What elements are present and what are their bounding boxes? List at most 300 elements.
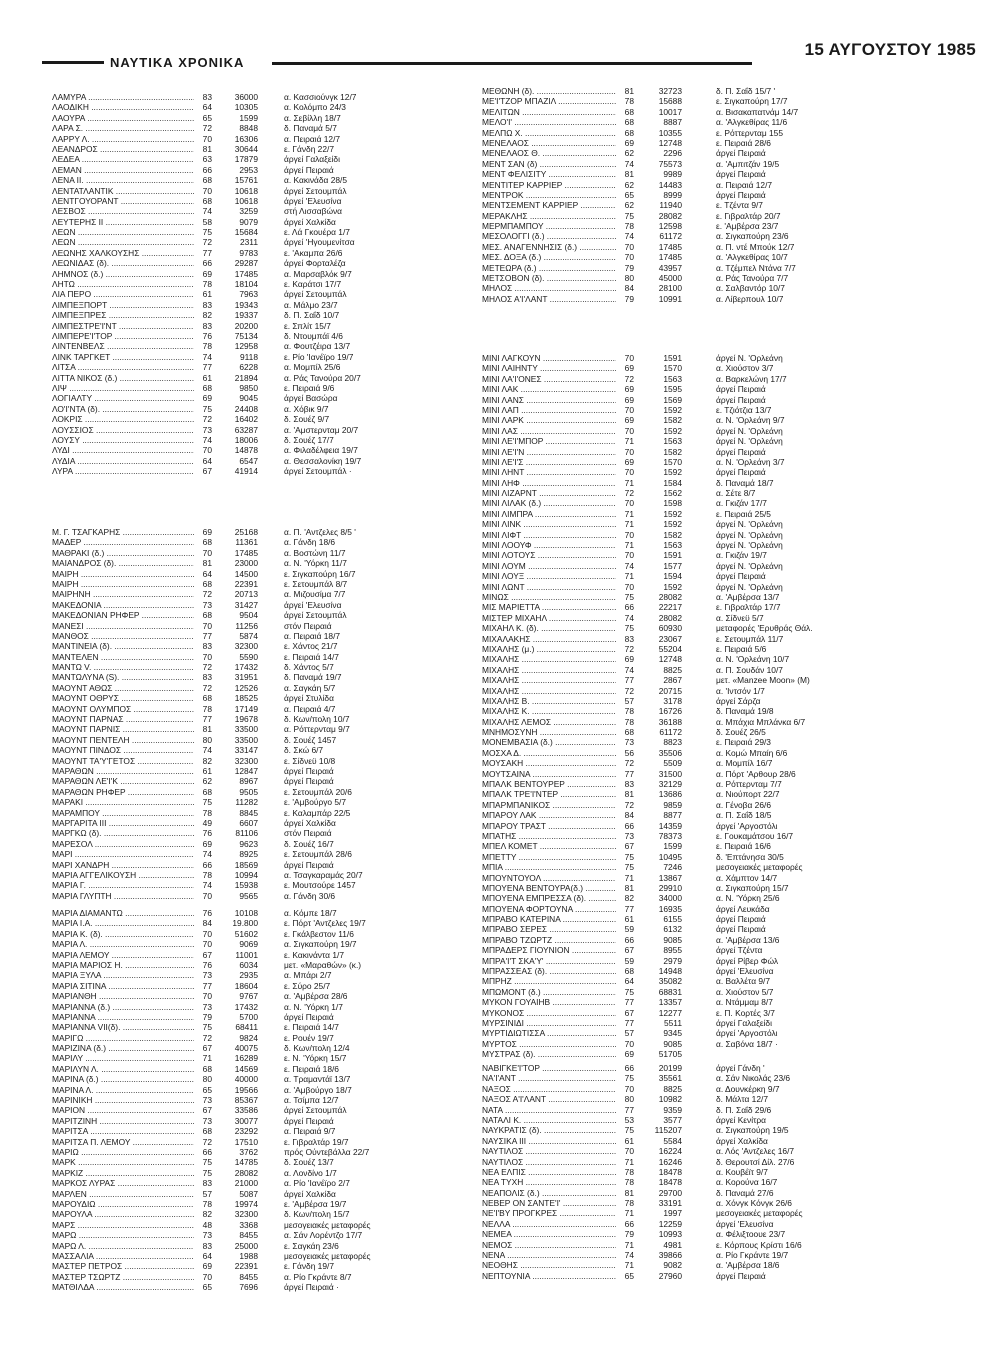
position: μεσογειακές μεταφορές bbox=[284, 1219, 371, 1230]
ship-name: ΜΑΔΕΡ ..... bbox=[52, 537, 194, 547]
position: α. Ν. 'Ορλεάνη 10/7 bbox=[716, 654, 790, 665]
build-year: 78 bbox=[624, 706, 634, 717]
tonnage: 28082 bbox=[658, 591, 682, 602]
tonnage: 10982 bbox=[658, 1094, 682, 1105]
build-year: 82 bbox=[202, 310, 212, 321]
ship-name: ΜΙΝΩΣ ..... bbox=[482, 592, 616, 602]
build-year: 74 bbox=[624, 1250, 634, 1261]
position: δ. Χάντος 5/7 bbox=[284, 662, 334, 673]
ship-name: ΜΠΡΑΒΟ ΣΕΡΕΣ ..... bbox=[482, 924, 616, 934]
position: ε. Μουτσούρε 1457 bbox=[284, 880, 356, 891]
tonnage: 23067 bbox=[658, 633, 682, 644]
tonnage: 9359 bbox=[663, 1104, 682, 1115]
ship-name: ΜΠΟΥΝΤΟΥΟΛ ..... bbox=[482, 873, 616, 883]
build-year: 66 bbox=[624, 934, 634, 945]
tonnage: 11361 bbox=[235, 537, 258, 548]
tonnage: 7246 bbox=[663, 862, 682, 873]
ship-name: ΜΠΩΜΟΝΤ (δ.) ..... bbox=[482, 987, 616, 997]
position: ε. Γιβραλτάρ 17/7 bbox=[716, 602, 781, 613]
ship-name: ΜΕΤΕΩΡΑ (δ.) ..... bbox=[482, 263, 616, 273]
tonnage: 34000 bbox=[658, 893, 682, 904]
ship-name: ΜΕΘΩΝΗ (δ). ..... bbox=[482, 86, 616, 96]
build-year: 70 bbox=[202, 928, 212, 939]
position: άργεί Ν. 'Ορλεάνη bbox=[716, 540, 783, 551]
tonnage: 6155 bbox=[663, 914, 682, 925]
position: ε. Κόρπους Κρίστι 16/6 bbox=[716, 1239, 802, 1250]
ship-name: ΜΙΝΙ ΛΕ'Ι'ΜΠΟΡ ..... bbox=[482, 436, 616, 446]
position: α. Λός 'Αντζελες 16/7 bbox=[716, 1146, 795, 1157]
tonnage: 20200 bbox=[234, 320, 258, 331]
tonnage: 12748 bbox=[658, 137, 682, 148]
position: άργεί Σετουμπάλ bbox=[284, 610, 347, 621]
position: ε. 'Αμβέρσα 23/7 bbox=[716, 221, 779, 232]
position: ε. Κακινάντα 1/7 bbox=[284, 949, 344, 960]
build-year: 68 bbox=[624, 106, 634, 117]
ship-name: ΜΠΟΥΕΝΑ ΒΕΝΤΟΥΡΑ(δ.) ..... bbox=[482, 883, 616, 893]
build-year: 73 bbox=[202, 970, 212, 981]
tonnage: 10991 bbox=[658, 293, 682, 304]
position: α. Γάνδη 18/6 bbox=[284, 537, 336, 548]
position: ε. Πειραιά 16/6 bbox=[716, 841, 771, 852]
build-year: 82 bbox=[202, 1209, 212, 1220]
tonnage: 22391 bbox=[234, 1261, 258, 1272]
position: ε. 'Αμβούργο 5/7 bbox=[284, 797, 347, 808]
tonnage: 61172 bbox=[659, 727, 682, 738]
ship-name: ΝΕΑ ΤΥΧΗ ..... bbox=[482, 1177, 616, 1187]
position: άργεί Πειραιά bbox=[284, 164, 334, 175]
ship-name: ΜΥΡΣΙΝΙΔΙ ..... bbox=[482, 1018, 616, 1028]
position: α. Κασσιούνγκ 12/7 bbox=[284, 92, 357, 102]
build-year: 69 bbox=[624, 394, 634, 405]
tonnage: 9079 bbox=[239, 216, 258, 227]
ship-name: ΜΙΝΙ ΛΑΝΣ ..... bbox=[482, 395, 616, 405]
tonnage: 1592 bbox=[663, 404, 682, 415]
build-year: 75 bbox=[202, 227, 212, 238]
position: α. Κουβέϊτ 9/7 bbox=[716, 1166, 768, 1177]
tonnage: 35506 bbox=[658, 747, 682, 758]
tonnage: 5590 bbox=[239, 651, 258, 662]
build-year: 70 bbox=[202, 620, 212, 631]
ship-name: ΜΑΡΙΑ Γ. ..... bbox=[52, 880, 194, 890]
ship-name: ΝΑΥΚΡΑΤΙΣ (δ). ..... bbox=[482, 1125, 616, 1135]
tonnage: 32300 bbox=[234, 1209, 258, 1220]
build-year: 78 bbox=[202, 1198, 212, 1209]
build-year: 78 bbox=[624, 221, 634, 232]
position: α. Σιγκαπούρη 19/5 bbox=[716, 1125, 789, 1136]
ship-name: ΜΑΡΙΝΑ (δ.) ..... bbox=[52, 1074, 194, 1084]
position: δ. 'Επτάνησα 30/5 bbox=[716, 851, 784, 862]
ship-name: ΜΑΙΡΗ ..... bbox=[52, 569, 194, 579]
build-year: 69 bbox=[202, 527, 212, 537]
position: ε. Σετουμπάλ 11/7 bbox=[716, 633, 784, 644]
position: α. Κορούνα 16/7 bbox=[716, 1177, 778, 1188]
position: άργεί Πειραιά bbox=[716, 148, 766, 159]
build-year: 75 bbox=[624, 1125, 634, 1136]
position: ε. Σύρο 25/7 bbox=[284, 980, 331, 991]
tonnage: 81106 bbox=[235, 828, 258, 839]
tonnage: 10993 bbox=[658, 1229, 682, 1240]
build-year: 73 bbox=[202, 1095, 212, 1106]
position: α. Φουτζέιρα 13/7 bbox=[284, 341, 351, 352]
position: α. Π. 'Αντζελες 8/5 ' bbox=[284, 527, 356, 537]
position: άργεί Πειραιά bbox=[716, 467, 766, 478]
ship-name: ΜΑΡΚΙΖ ..... bbox=[52, 1168, 194, 1178]
ship-name: ΜΙΝΙ ΛΗΦ ..... bbox=[482, 478, 616, 488]
build-year: 64 bbox=[202, 1250, 212, 1261]
tonnage: 75573 bbox=[658, 158, 682, 169]
tonnage: 8845 bbox=[239, 807, 258, 818]
tonnage: 1592 bbox=[663, 508, 682, 519]
header-rule bbox=[42, 61, 104, 64]
tonnage: 22391 bbox=[234, 578, 258, 589]
build-year: 83 bbox=[202, 1240, 212, 1251]
tonnage: 13867 bbox=[658, 872, 682, 883]
build-year: 48 bbox=[202, 1219, 212, 1230]
build-year: 80 bbox=[624, 1094, 634, 1105]
build-year: 83 bbox=[624, 633, 634, 644]
build-year: 83 bbox=[202, 92, 212, 102]
build-year: 72 bbox=[624, 799, 634, 810]
ship-name: ΜΕΡΜΠΑΜΠΟΥ ..... bbox=[482, 221, 616, 231]
build-year: 79 bbox=[624, 1229, 634, 1240]
build-year: 70 bbox=[202, 1271, 212, 1282]
position: άργεί Κενίτρα bbox=[716, 1114, 766, 1125]
position: δ. Π. Σαΐδ 10/7 bbox=[284, 310, 340, 321]
position: δ. Π. Σαΐδ 29/6 bbox=[716, 1104, 772, 1115]
position: μεσογειακές μεταφορές bbox=[716, 1208, 803, 1219]
build-year: 65 bbox=[624, 189, 634, 200]
build-year: 70 bbox=[202, 939, 212, 950]
tonnage: 17149 bbox=[234, 703, 258, 714]
position: α. Πειραιά 12/7 bbox=[716, 179, 773, 190]
position: ε. Γιβραλτάρ 20/7 bbox=[716, 210, 781, 221]
build-year: 61 bbox=[202, 372, 212, 383]
build-year: 79 bbox=[624, 262, 634, 273]
position: α. Πειραιά 12/7 bbox=[284, 133, 341, 144]
build-year: 69 bbox=[624, 415, 634, 426]
ship-name: ΜΕΝΤ ΣΑΝ (δ) ..... bbox=[482, 159, 616, 169]
build-year: 68 bbox=[624, 966, 634, 977]
ship-name: ΛΕΩΝ ..... bbox=[52, 237, 194, 247]
position: άργεί Πειραιά bbox=[716, 189, 766, 200]
position: άργεί Γάνδη ' bbox=[716, 1063, 765, 1073]
build-year: 75 bbox=[624, 210, 634, 221]
build-year: 68 bbox=[202, 578, 212, 589]
tonnage: 1592 bbox=[663, 425, 682, 436]
position: α. Σάν Νικολάς 23/6 bbox=[716, 1073, 791, 1084]
build-year: 65 bbox=[202, 1282, 212, 1293]
build-year: 77 bbox=[202, 714, 212, 725]
position: μεταφορές 'Ερυθράς Θάλ. bbox=[716, 623, 813, 634]
tonnage: 78373 bbox=[658, 830, 682, 841]
build-year: 78 bbox=[624, 716, 634, 727]
ship-name: ΜΑΡΩ Λ. ..... bbox=[52, 1241, 194, 1251]
build-year: 66 bbox=[202, 164, 212, 175]
ship-name: ΜΙΧΑΛΗΣ (μ.) ..... bbox=[482, 644, 616, 654]
ship-name: ΜΠΑΛΚ ΤΡΕ'Ι'ΝΤΕΡ ..... bbox=[482, 789, 616, 799]
build-year: 75 bbox=[624, 1073, 634, 1084]
position: ε. Τζέντα 9/7 bbox=[716, 200, 763, 211]
build-year: 81 bbox=[624, 86, 634, 96]
ship-name: ΜΙΝΙ ΛΙΜΠΡΑ ..... bbox=[482, 509, 616, 519]
ship-name: ΝΕΒΕΡ ΟΝ ΣΑΝΤΕ'Ι' ..... bbox=[482, 1198, 616, 1208]
ship-name: ΜΑΚΕΔΟΝΙΑ ..... bbox=[52, 600, 194, 610]
ship-name: ΜΑΟΥΝΤ ΟΘΡΥΣ ..... bbox=[52, 693, 194, 703]
tonnage: 5509 bbox=[663, 758, 682, 769]
tonnage: 1592 bbox=[663, 467, 682, 478]
ship-name: ΜΑΣΤΕΡ ΤΣΩΡΤΖ ..... bbox=[52, 1272, 194, 1282]
position: άργεί Γαλαξείδι bbox=[284, 154, 340, 165]
build-year: 53 bbox=[624, 1114, 634, 1125]
build-year: 74 bbox=[202, 880, 212, 891]
build-year: 74 bbox=[624, 560, 634, 571]
build-year: 69 bbox=[624, 456, 634, 467]
build-year: 68 bbox=[202, 1063, 212, 1074]
tonnage: 8999 bbox=[663, 189, 682, 200]
position: α. Θεσσαλονίκη 19/7 bbox=[284, 455, 362, 466]
position: α. Ν. 'Ορλεάνη 3/7 bbox=[716, 456, 785, 467]
ship-name: ΜΠΑΡΟΥ ΤΡΑΣΤ ..... bbox=[482, 821, 616, 831]
ship-name: ΝΕΑ ΕΛΠΙΣ ..... bbox=[482, 1167, 616, 1177]
tonnage: 10108 bbox=[234, 908, 258, 918]
tonnage: 2311 bbox=[239, 237, 258, 248]
position: α. Ρίο 'Ιανέϊρο 2/7 bbox=[284, 1178, 350, 1189]
ship-name: ΜΑΡΚ ..... bbox=[52, 1157, 194, 1167]
tonnage: 10994 bbox=[234, 869, 258, 880]
ship-name: ΜΠΟΥΕΝΑ ΦΟΡΤΟΥΝΑ ..... bbox=[482, 904, 616, 914]
ship-name: ΝΑΒΙΓΚΕ'Ι'ΤΟΡ ..... bbox=[482, 1063, 616, 1073]
ship-name: ΜΙΧΑΛΗΣ ..... bbox=[482, 675, 616, 685]
tonnage: 14359 bbox=[658, 820, 682, 831]
position: α. Σέτε 8/7 bbox=[716, 488, 756, 499]
build-year: 69 bbox=[202, 268, 212, 279]
position: άργεί Πειραιά bbox=[284, 1011, 334, 1022]
tonnage: 1592 bbox=[663, 519, 682, 530]
ship-name: ΜΙΝΙ ΛΑΠ ..... bbox=[482, 405, 616, 415]
build-year: 70 bbox=[624, 1083, 634, 1094]
ship-name: ΜΕΣ. ΔΟΞΑ (δ.) ..... bbox=[482, 252, 616, 262]
build-year: 61 bbox=[202, 289, 212, 300]
build-year: 80 bbox=[202, 1074, 212, 1085]
ship-name: ΜΙΧΑΛΗΣ ..... bbox=[482, 686, 616, 696]
magazine-title: ΝΑΥΤΙΚΑ ΧΡΟΝΙΚΑ bbox=[110, 54, 245, 70]
position: α. Π. Σουδάν 10/7 bbox=[716, 664, 783, 675]
position: α. Ν. 'Ορλεάνη 9/7 bbox=[716, 415, 785, 426]
ship-name: ΜΠΙΑ ..... bbox=[482, 862, 616, 872]
build-year: 82 bbox=[202, 755, 212, 766]
tonnage: 7963 bbox=[239, 289, 258, 300]
build-year: 72 bbox=[624, 488, 634, 499]
ship-name: ΜΙΝΙ ΛΑΓΚΟΥΝ ..... bbox=[482, 353, 616, 363]
ship-name: ΜΑΡΙΑ ΜΑΡΙΟΣ Η. ..... bbox=[52, 960, 194, 970]
ship-name: ΜΠΡΑΒΟ ΤΖΩΡΤΖ ..... bbox=[482, 935, 616, 945]
position: δ. Μάλτα 12/7 bbox=[716, 1094, 768, 1105]
ship-name: ΛΑΜΥΡΑ ..... bbox=[52, 92, 194, 102]
position: α. Ράς Τανούρα 20/7 bbox=[284, 372, 361, 383]
build-year: 68 bbox=[624, 117, 634, 128]
ship-name: ΛΕΥΤΕΡΗΣ ΙΙ ..... bbox=[52, 217, 194, 227]
ship-name: ΝΕ'Ι'ΒΥ ΠΡΟΓΚΡΕΣ ..... bbox=[482, 1208, 616, 1218]
tonnage: 32300 bbox=[234, 755, 258, 766]
build-year: 75 bbox=[624, 591, 634, 602]
ship-name: ΜΑΡΙΤΣΑ Π. ΛΕΜΟΥ ..... bbox=[52, 1137, 194, 1147]
build-year: 63 bbox=[202, 154, 212, 165]
build-year: 66 bbox=[202, 258, 212, 269]
ship-name: ΛΕΝΑ ΙΙ. ..... bbox=[52, 175, 194, 185]
ship-name: ΜΑΡΚΟΣ ΛΥΡΑΣ ..... bbox=[52, 1178, 194, 1188]
tonnage: 9783 bbox=[239, 247, 258, 258]
tonnage: 25168 bbox=[234, 527, 258, 537]
ship-name: ΜΕΣΟΛΟΓΓΙ (δ.) ..... bbox=[482, 231, 616, 241]
position: άργεί 'Ελευσίνα bbox=[716, 1218, 774, 1229]
tonnage: 32723 bbox=[658, 86, 682, 96]
build-year: 70 bbox=[624, 581, 634, 592]
position: α. Ράς Τανούρα 7/7 bbox=[716, 273, 789, 284]
tonnage: 35082 bbox=[658, 976, 682, 987]
tonnage: 8955 bbox=[663, 945, 682, 956]
build-year: 78 bbox=[624, 1177, 634, 1188]
tonnage: 41914 bbox=[234, 466, 258, 477]
tonnage: 45000 bbox=[658, 273, 682, 284]
position: α. Πειραιά 9/7 bbox=[284, 1126, 336, 1137]
build-year: 70 bbox=[202, 651, 212, 662]
tonnage: 17510 bbox=[234, 1136, 258, 1147]
ship-name: ΜΑΡΑΚΙ ..... bbox=[52, 797, 194, 807]
position: α. Λονδίνο 1/7 bbox=[284, 1167, 337, 1178]
ship-name: ΜΠΑΡΜΠΑΝΙΚΟΣ ..... bbox=[482, 800, 616, 810]
position: δ. Σουέζ 1457 bbox=[284, 734, 337, 745]
position: άργεί Πειραιά bbox=[716, 914, 766, 925]
tonnage: 3762 bbox=[239, 1146, 258, 1157]
ship-name: ΛΟ'Ι'ΝΤΑ (δ). ..... bbox=[52, 404, 194, 414]
tonnage: 60930 bbox=[658, 623, 682, 634]
tonnage: 1598 bbox=[663, 498, 682, 509]
position: ε. Γκάλβεστον 11/6 bbox=[284, 928, 354, 939]
ship-name: ΜΑΟΥΝΤ ΠΕΝΤΕΛΗ ..... bbox=[52, 735, 194, 745]
tonnage: 1591 bbox=[663, 550, 682, 561]
header-bar bbox=[42, 52, 250, 72]
build-year: 57 bbox=[624, 695, 634, 706]
position: άργεί Φορταλέζα bbox=[284, 258, 346, 269]
build-year: 72 bbox=[202, 414, 212, 425]
build-year: 70 bbox=[624, 404, 634, 415]
ship-name: ΜΕΝΕΛΑΟΣ ..... bbox=[482, 138, 616, 148]
build-year: 72 bbox=[202, 662, 212, 673]
ship-name: ΝΑΥΤΙΛΟΣ ..... bbox=[482, 1157, 616, 1167]
tonnage: 10355 bbox=[658, 127, 682, 138]
position: άργεί Πειραιά bbox=[716, 924, 766, 935]
position: α. 'Αμβούργο 18/7 bbox=[284, 1084, 352, 1095]
tonnage: 18104 bbox=[234, 279, 258, 290]
tonnage: 6547 bbox=[239, 455, 258, 466]
ship-name: ΜΑΡΙΛΥ ..... bbox=[52, 1053, 194, 1063]
position: ε. Σιγκαπούρη 17/7 bbox=[716, 96, 788, 107]
position: άργεί Σετουμπάλ bbox=[284, 1105, 347, 1116]
tonnage: 33500 bbox=[234, 734, 258, 745]
position: πρός Ούντεβάλλα 22/7 bbox=[284, 1146, 370, 1157]
tonnage: 12598 bbox=[658, 221, 682, 232]
build-year: 69 bbox=[624, 137, 634, 148]
build-year: 67 bbox=[202, 1043, 212, 1054]
position: α. Κομώ Μπαίη 6/6 bbox=[716, 747, 788, 758]
ship-name: ΜΑΡΙΑΝΝΑ VII(δ). ..... bbox=[52, 1022, 194, 1032]
position: α. Π. ντέ Μπούκ 12/7 bbox=[716, 241, 795, 252]
build-year: 59 bbox=[624, 924, 634, 935]
ship-name: ΜΕΝΤΡΟΚ ..... bbox=[482, 190, 616, 200]
tonnage: 19.800 bbox=[232, 918, 258, 929]
build-year: 72 bbox=[202, 1136, 212, 1147]
tonnage: 9824 bbox=[239, 1032, 258, 1043]
tonnage: 68411 bbox=[235, 1022, 258, 1033]
tonnage: 17879 bbox=[234, 154, 258, 165]
position: ε. Σιγκαπούρη 16/7 bbox=[284, 568, 356, 579]
position: α. 'Ιντσόν 1/7 bbox=[716, 685, 765, 696]
position: α. Βαρκελώνη 17/7 bbox=[716, 373, 787, 384]
build-year: 61 bbox=[202, 765, 212, 776]
tonnage: 20199 bbox=[658, 1063, 682, 1073]
ship-name: ΜΕΝΕΛΑΟΣ Θ. ..... bbox=[482, 148, 616, 158]
build-year: 82 bbox=[624, 893, 634, 904]
build-year: 79 bbox=[202, 1011, 212, 1022]
build-year: 71 bbox=[624, 1156, 634, 1167]
build-year: 81 bbox=[202, 724, 212, 735]
position: άργεί Σάρζα bbox=[716, 695, 761, 706]
ship-name: ΜΑΝΘΟΣ ..... bbox=[52, 631, 194, 641]
tonnage: 24408 bbox=[234, 403, 258, 414]
position: α. Ν. 'Υόρκη 11/7 bbox=[284, 558, 347, 569]
tonnage: 9345 bbox=[663, 1028, 682, 1039]
position: άργεί Γαλαξείδι bbox=[716, 1018, 772, 1028]
position: α. Ρόττερνταμ 9/7 bbox=[284, 724, 350, 735]
tonnage: 17485 bbox=[658, 241, 682, 252]
build-year: 70 bbox=[624, 550, 634, 561]
position: άργεί Τζέντα bbox=[716, 945, 763, 956]
ship-name: ΛΕΝΤΓΟΥΟΡΑΝΤ ..... bbox=[52, 196, 194, 206]
build-year: 70 bbox=[624, 498, 634, 509]
ship-name: ΛΑΡΡΥ Λ. ..... bbox=[52, 134, 194, 144]
build-year: 72 bbox=[202, 682, 212, 693]
position: α. Σαβόνα 18/7 · bbox=[716, 1038, 778, 1049]
ship-name: ΜΑΡΙΩ ..... bbox=[52, 1147, 194, 1157]
position: στόν Πειραιά bbox=[284, 828, 332, 839]
ship-name: ΜΑΝΤΩ V. ..... bbox=[52, 662, 194, 672]
ship-name: ΜΙΝΙ ΛΕ'Ι'Ν ..... bbox=[482, 447, 616, 457]
ship-name: ΜΑΙΑΝΔΡΟΣ (δ). ..... bbox=[52, 558, 194, 568]
tonnage: 29287 bbox=[234, 258, 258, 269]
ship-name: ΜΑΝΤΕΛΕΝ ..... bbox=[52, 652, 194, 662]
build-year: 74 bbox=[624, 612, 634, 623]
position: δ. Π. Σαΐδ 15/7 ' bbox=[716, 86, 776, 96]
tonnage: 11282 bbox=[235, 797, 258, 808]
ship-name: ΜΑΡΟΥΔΙΩ ..... bbox=[52, 1199, 194, 1209]
tonnage: 85367 bbox=[234, 1095, 258, 1106]
tonnage: 11940 bbox=[659, 200, 682, 211]
ship-name: ΜΑΡΑΘΩΝ ..... bbox=[52, 766, 194, 776]
tonnage: 51602 bbox=[234, 928, 258, 939]
build-year: 56 bbox=[624, 747, 634, 758]
build-year: 73 bbox=[202, 599, 212, 610]
position: άργεί Χαλκίδα bbox=[284, 1188, 336, 1199]
ship-name: ΜΙΝΙ ΛΕ'Ι'Σ ..... bbox=[482, 457, 616, 467]
build-year: 68 bbox=[202, 693, 212, 704]
build-year: 80 bbox=[624, 273, 634, 284]
build-year: 65 bbox=[202, 1084, 212, 1095]
position: άργεί Πειραιά bbox=[284, 1115, 334, 1126]
position: άργεί 'Ηγουμενίτσα bbox=[284, 237, 355, 248]
position: ε. Πόρτ 'Αντζελες 19/7 bbox=[284, 918, 366, 929]
tonnage: 22217 bbox=[658, 602, 682, 613]
position: α. 'Αμβέρσα 13/6 bbox=[716, 934, 780, 945]
